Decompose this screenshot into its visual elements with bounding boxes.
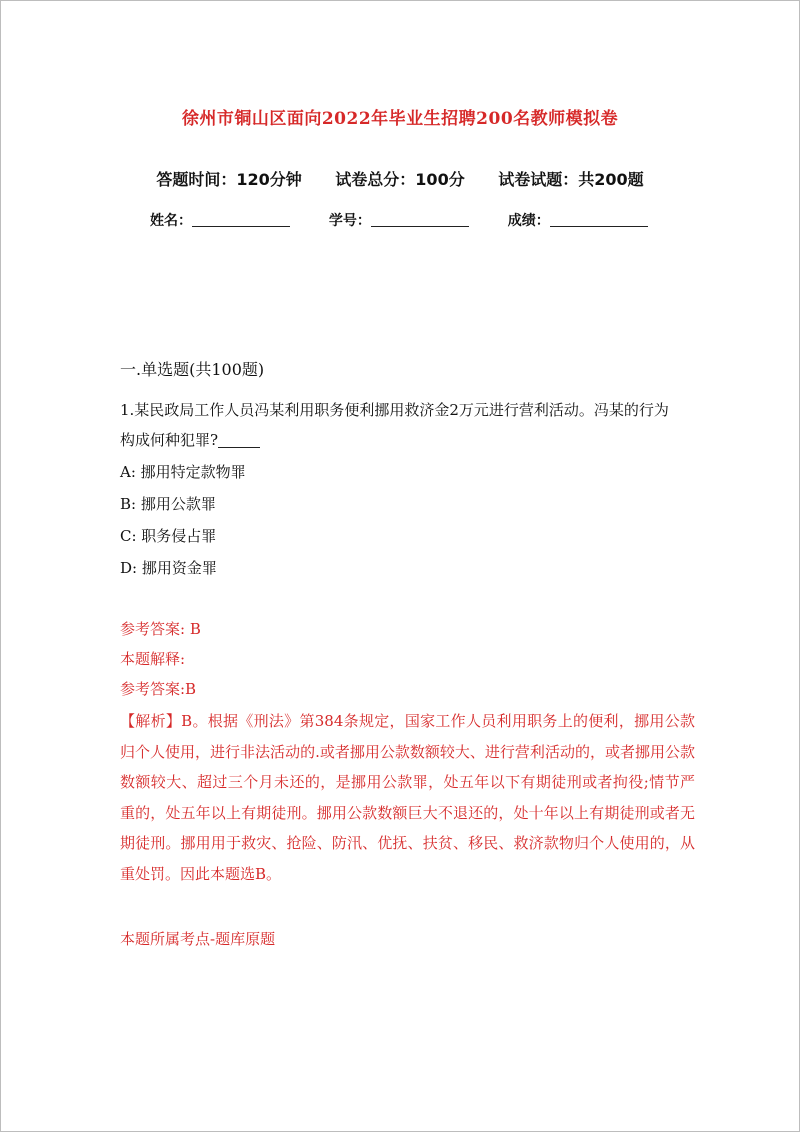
exam-total-score: 试卷总分：100分 [335, 170, 465, 189]
exam-meta-row [0, 167, 800, 190]
id-label: 学号： [328, 213, 371, 229]
option-a: A: 挪用特定款物罪 [120, 463, 246, 481]
student-info-row [150, 210, 690, 230]
id-blank [371, 212, 469, 227]
option-c: C: 职务侵占罪 [120, 527, 217, 545]
section-title: 一.单选题(共100题) [120, 360, 265, 379]
reference-answer: 参考答案: B [120, 620, 201, 638]
name-field [150, 210, 290, 230]
source-tag: 本题所属考点-题库原题 [120, 930, 276, 948]
explanation-label: 本题解释: [120, 650, 186, 668]
name-blank [192, 212, 290, 227]
option-list [120, 456, 680, 584]
name-label: 姓名： [150, 213, 192, 229]
option-b: B: 挪用公款罪 [120, 495, 216, 513]
question-text: 1.某民政局工作人员冯某利用职务便利挪用救济金2万元进行营利活动。冯某的行为构成何种犯罪? [120, 401, 669, 449]
answer-blank [218, 431, 260, 448]
score-label: 成绩： [507, 213, 550, 229]
option-d: D: 挪用资金罪 [120, 559, 217, 577]
id-field [329, 210, 469, 230]
exam-question-count: 试卷试题：共200题 [498, 170, 644, 189]
score-field [508, 210, 648, 230]
explanation-text: 【解析】B。根据《刑法》第384条规定，国家工作人员利用职务上的便利，挪用公款归个人使用，进行非法活动的.或者挪用公款数额较大、进行营利活动的，或者挪用公款数额较大、超过三个月未还的，是挪用公款罪，处五年以下有期徒刑或者拘役;情节严重的，处五年以上有期徒刑。挪用公款数额巨大不退还的，处十年以上有期徒刑或者无期徒刑。挪用用于救灾、抢险、防汛、优抚、扶贫、移民、救济款物归个人使用的，从重处罚。因此本题选B。 [120, 712, 695, 883]
exam-title: 徐州市铜山区面向2022年毕业生招聘200名教师模拟卷 [181, 109, 619, 129]
reference-answer-2: 参考答案:B [120, 680, 197, 698]
answer-block [120, 614, 690, 704]
exam-time: 答题时间：120分钟 [156, 170, 302, 189]
score-blank [550, 212, 648, 227]
question-stem [120, 395, 680, 455]
